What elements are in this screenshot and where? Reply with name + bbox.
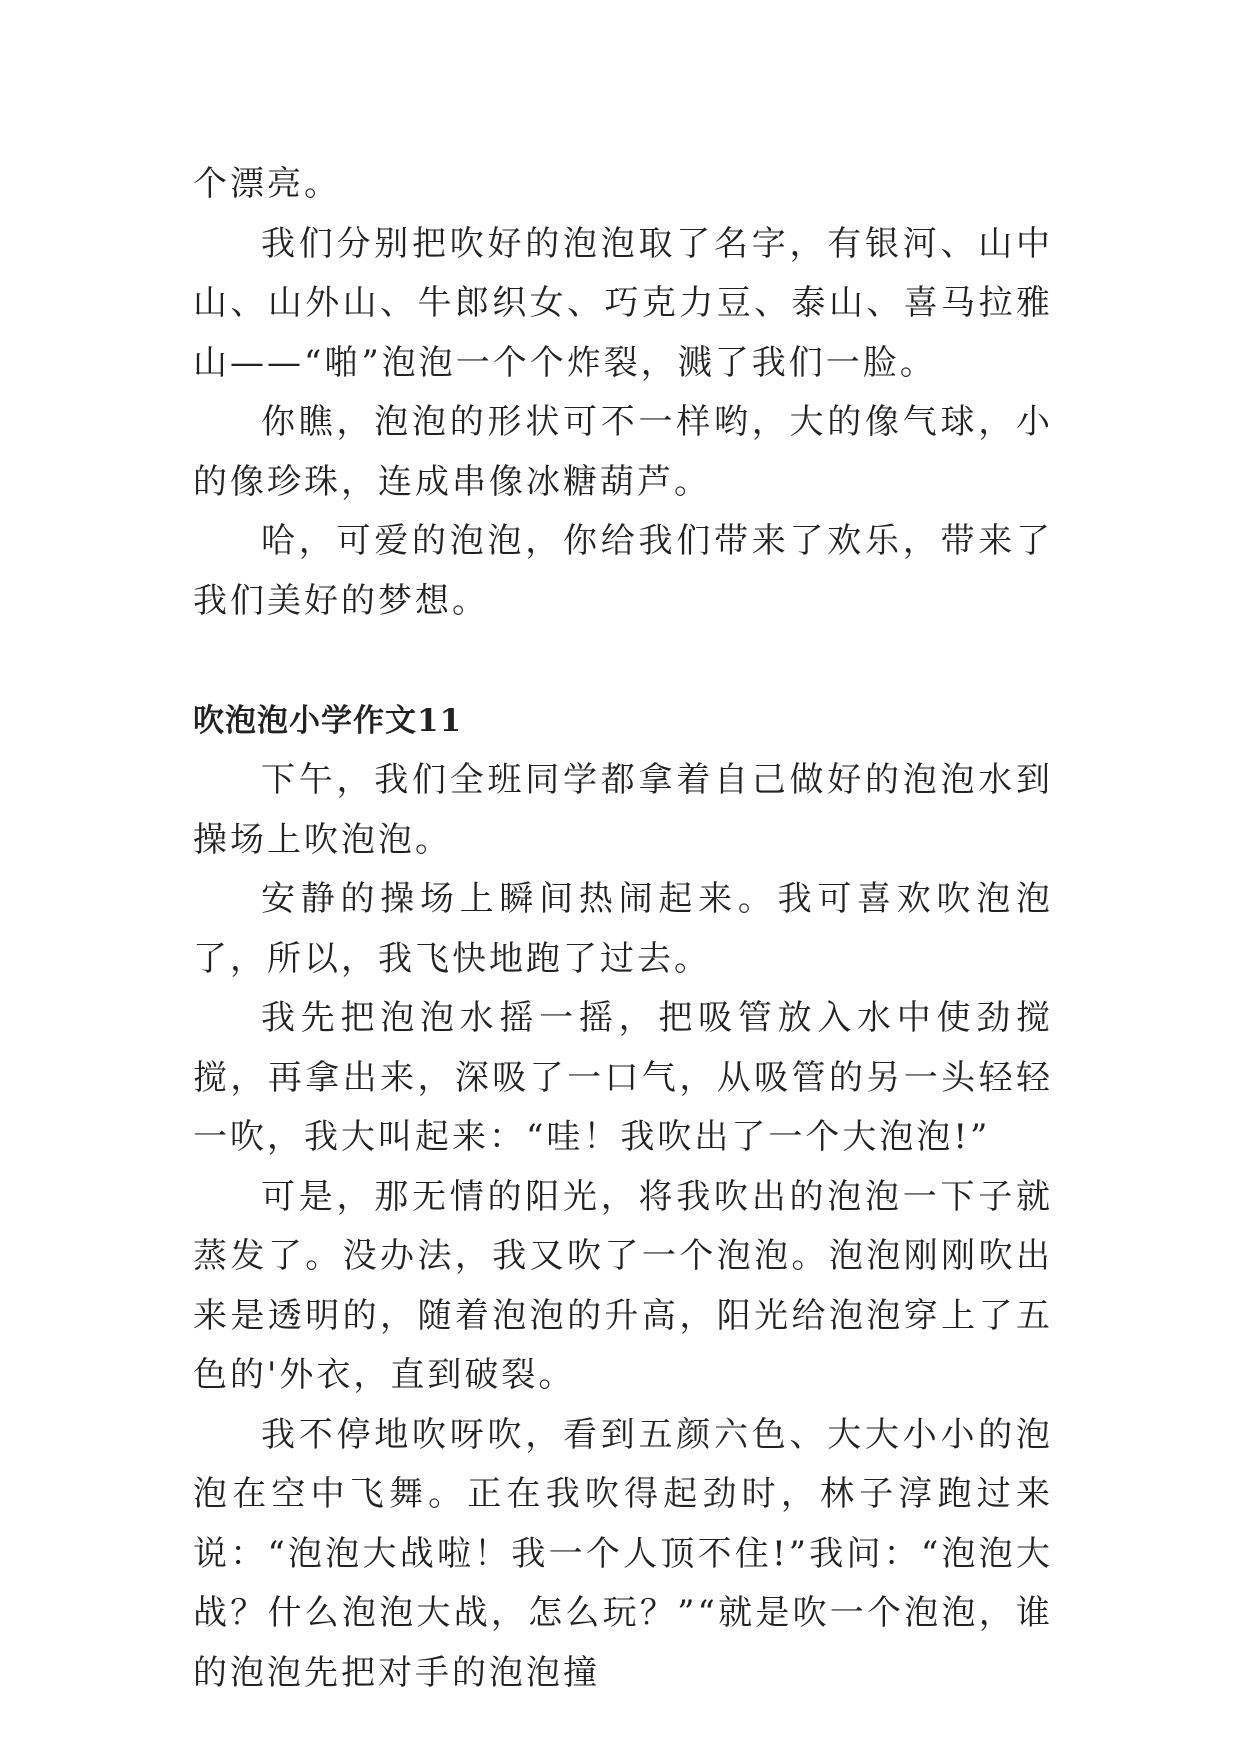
section-gap [193, 631, 1053, 691]
paragraph: 下午，我们全班同学都拿着自己做好的泡泡水到操场上吹泡泡。 [193, 760, 1053, 860]
paragraph: 安静的操场上瞬间热闹起来。我可喜欢吹泡泡了，所以，我飞快地跑了过去。 [193, 879, 1053, 979]
paragraph: 你瞧，泡泡的形状可不一样哟，大的像气球，小的像珍珠，连成串像冰糖葫芦。 [193, 402, 1053, 502]
document-body [193, 155, 1053, 1703]
paragraph: 我先把泡泡水摇一摇，把吸管放入水中使劲搅搅，再拿出来，深吸了一口气，从吸管的另一头轻轻一吹，我大叫起来：“哇！我吹出了一个大泡泡!” [193, 998, 1053, 1157]
paragraph: 哈，可爱的泡泡，你给我们带来了欢乐，带来了我们美好的梦想。 [193, 521, 1053, 621]
section-title: 吹泡泡小学作文11 [193, 703, 463, 739]
paragraph: 我不停地吹呀吹，看到五颜六色、大大小小的泡泡在空中飞舞。正在我吹得起劲时，林子淳跑过来说：“泡泡大战啦！我一个人顶不住!”我问：“泡泡大战？什么泡泡大战，怎么玩？”“就是吹一个泡泡，谁的泡泡先把对手的泡泡撞 [193, 1414, 1053, 1693]
paragraph: 可是，那无情的阳光，将我吹出的泡泡一下子就蒸发了。没办法，我又吹了一个泡泡。泡泡刚刚吹出来是透明的，随着泡泡的升高，阳光给泡泡穿上了五色的'外衣，直到破裂。 [193, 1176, 1053, 1395]
paragraph: 个漂亮。 [193, 164, 341, 204]
paragraph: 我们分别把吹好的泡泡取了名字，有银河、山中山、山外山、牛郎织女、巧克力豆、泰山、喜马拉雅山——“啪”泡泡一个个炸裂，溅了我们一脸。 [193, 223, 1053, 383]
